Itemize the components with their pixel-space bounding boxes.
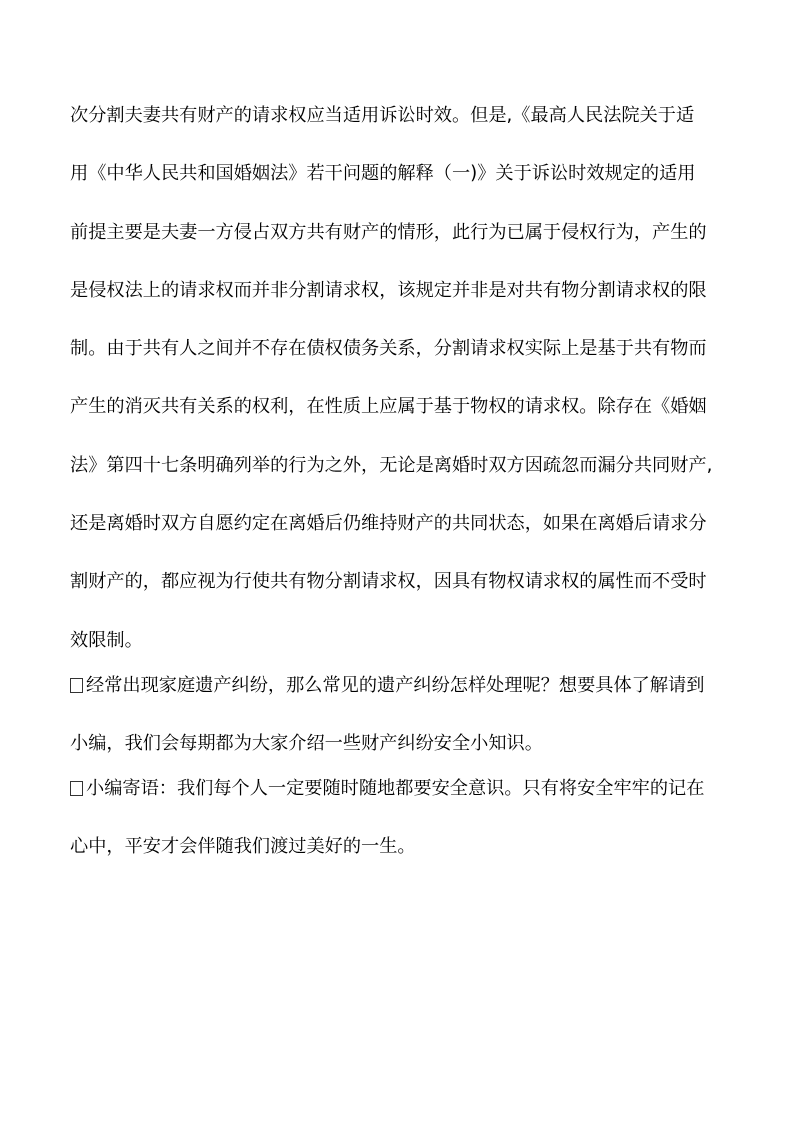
text-line: 是侵权法上的请求权而并非分割请求权，该规定并非是对共有物分割请求权的限: [70, 279, 707, 301]
text-line-content: 经常出现家庭遗产纠纷，那么常见的遗产纠纷怎样处理呢？想要具体了解请到: [86, 674, 705, 696]
text-line: 小编，我们会每期都为大家介绍一些财产纠纷安全小知识。: [70, 732, 543, 754]
text-line: 用《中华人民共和国婚姻法》若干问题的解释（一)》关于诉讼时效规定的适用: [70, 163, 696, 185]
text-line: [70, 777, 730, 801]
checkbox-glyph-icon: [70, 678, 83, 693]
document-page: [70, 104, 730, 894]
text-line: 次分割夫妻共有财产的请求权应当适用诉讼时效。但是,《最高人民法院关于适: [70, 105, 695, 126]
text-line-content: 小编寄语：我们每个人一定要随时随地都要安全意识。只有将安全牢牢的记在: [86, 777, 705, 799]
paragraph-1: [70, 104, 730, 653]
paragraph-3: [70, 777, 730, 859]
paragraph-2: [70, 674, 730, 756]
text-line: 制。由于共有人之间并不存在债权债务关系，分割请求权实际上是基于共有物而: [70, 338, 707, 360]
text-line: 割财产的，都应视为行使共有物分割请求权，因具有物权请求权的属性而不受时: [70, 571, 707, 593]
text-line: 产生的消灭共有关系的权利，在性质上应属于基于物权的请求权。除存在《婚姻: [70, 396, 707, 418]
text-line: [70, 674, 730, 698]
text-line: 前提主要是夫妻一方侵占双方共有财产的情形，此行为已属于侵权行为，产生的: [70, 221, 707, 243]
checkbox-glyph-icon: [70, 781, 83, 796]
text-line: 还是离婚时双方自愿约定在离婚后仍维持财产的共同状态，如果在离婚后请求分: [70, 513, 707, 535]
text-line: 效限制。: [70, 629, 143, 651]
text-line: 心中，平安才会伴随我们渡过美好的一生。: [70, 836, 416, 858]
text-line: 法》第四十七条明确列举的行为之外，无论是离婚时双方因疏忽而漏分共同财产,: [70, 454, 713, 476]
